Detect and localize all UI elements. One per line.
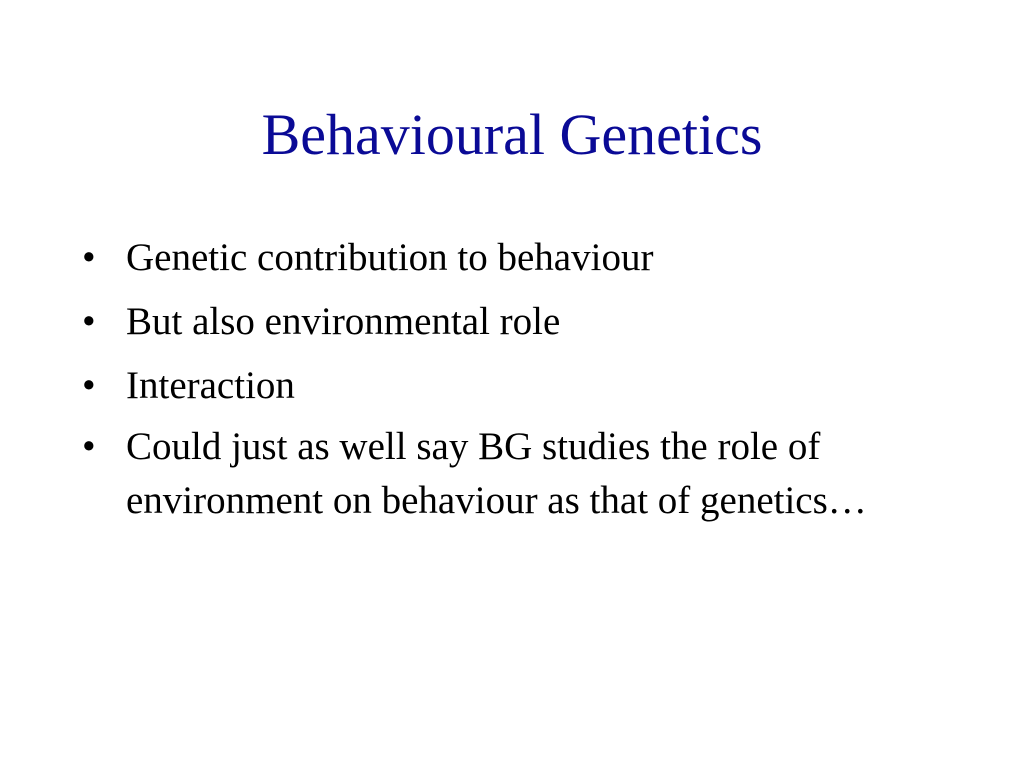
- bullet-text: Could just as well say BG studies the role of environment on behaviour as that of genetics…: [126, 425, 867, 522]
- bullet-text: Genetic contribution to behaviour: [126, 236, 654, 279]
- bullet-icon: •: [82, 300, 96, 343]
- list-item: [82, 292, 962, 352]
- bullet-text: But also environmental role: [126, 300, 561, 343]
- list-item: [82, 228, 962, 288]
- slide-title: Behavioural Genetics: [261, 102, 763, 167]
- bullet-list: [82, 228, 962, 532]
- bullet-icon: •: [82, 236, 96, 279]
- list-item: [82, 420, 962, 528]
- bullet-icon: •: [82, 364, 96, 407]
- list-item: [82, 356, 962, 416]
- bullet-icon: •: [82, 425, 96, 468]
- bullet-text: Interaction: [126, 364, 295, 407]
